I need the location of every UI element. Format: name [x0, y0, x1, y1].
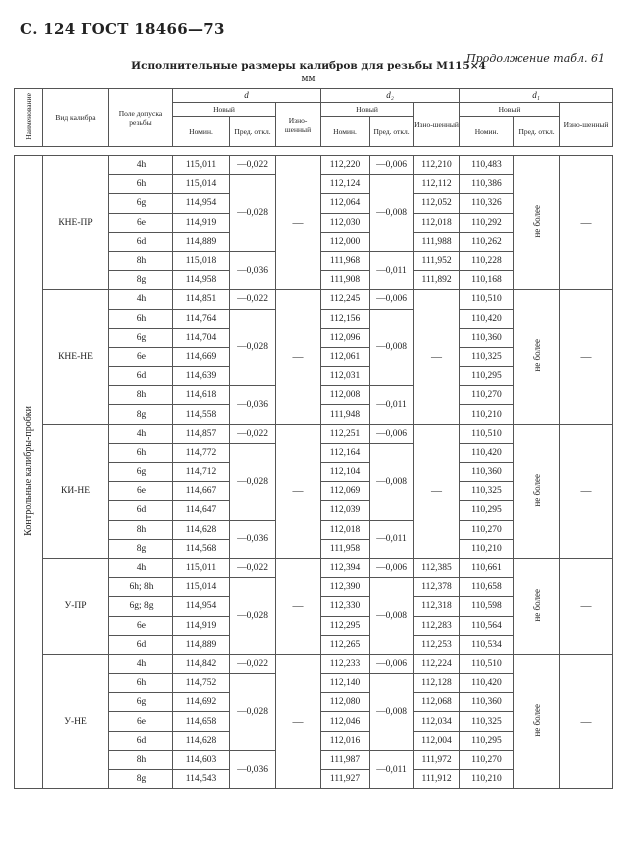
table-row: КИ-НЕ 4h 114,857 —0,022 — 112,251 —0,006 — 110,510 не более —: [15, 424, 613, 443]
table-row: 6g 114,712 112,104 110,360: [15, 463, 613, 482]
header-name: Наименование: [15, 89, 43, 147]
table-row: 6d 114,639 112,031 110,295: [15, 367, 613, 386]
gauge-kind: КНЕ-НЕ: [43, 290, 109, 424]
header-d1-worn: Изно-шенный: [560, 103, 613, 147]
table-row: 6d 114,628 112,016 112,004 110,295: [15, 731, 613, 750]
table-row: 6e 114,919 112,295 112,283 110,564: [15, 616, 613, 635]
gauge-kind: У-НЕ: [43, 654, 109, 788]
gauge-kind: КИ-НЕ: [43, 424, 109, 558]
table-row: 8g 114,543 111,927 111,912 110,210: [15, 770, 613, 789]
table-row: 6h; 8h 115,014 —0,028 112,390 —0,008 112,378 110,658: [15, 578, 613, 597]
table-row: 6g; 8g 114,954 112,330 112,318 110,598: [15, 597, 613, 616]
table-row: КНЕ-НЕ 4h 114,851 —0,022 — 112,245 —0,006 — 110,510 не более —: [15, 290, 613, 309]
table-row: 6d 114,889 112,265 112,253 110,534: [15, 635, 613, 654]
table-row: 6h 114,772 —0,028 112,164 —0,008 110,420: [15, 443, 613, 462]
table-row: У-ПР 4h 115,011 —0,022 — 112,394 —0,006 112,385 110,661 не более —: [15, 558, 613, 577]
header-d1: d₁: [460, 89, 613, 103]
table-row: 8h 114,628 —0,036 112,018 —0,011 110,270: [15, 520, 613, 539]
units-label: мм: [301, 74, 316, 84]
table-row: 6d 114,889 112,000 111,988 110,262: [15, 232, 613, 251]
not-more-label: не более: [514, 424, 560, 558]
header-d-worn: Изно-шенный: [276, 103, 321, 147]
table-continuation-note: Продолжение табл. 61: [466, 52, 605, 65]
group-label: Контрольные калибры-пробки: [15, 156, 43, 789]
header-d2-dev: Пред. откл.: [370, 117, 414, 147]
table-row: 6h 114,752 —0,028 112,140 —0,008 112,128 110,420: [15, 674, 613, 693]
table-row: 8h 115,018 —0,036 111,968 —0,011 111,952 110,228: [15, 251, 613, 270]
gauge-kind: КНЕ-ПР: [43, 156, 109, 290]
not-more-label: не более: [514, 156, 560, 290]
header-d1-new: Новый: [460, 103, 560, 117]
table-row: У-НЕ 4h 114,842 —0,022 — 112,233 —0,006 112,224 110,510 не более —: [15, 654, 613, 673]
table-row: 6d 114,647 112,039 110,295: [15, 501, 613, 520]
header-d-nom: Номин.: [173, 117, 230, 147]
gauge-kind: У-ПР: [43, 558, 109, 654]
table-row: 6e 114,658 112,046 112,034 110,325: [15, 712, 613, 731]
not-more-label: не более: [514, 558, 560, 654]
header-d-new: Новый: [173, 103, 276, 117]
table-row: 8g 114,958 111,908 111,892 110,168: [15, 271, 613, 290]
table-row: Контрольные калибры-пробки КНЕ-ПР 4h 115,011 —0,022 — 112,220 —0,006 112,210 110,483 не более —: [15, 156, 613, 175]
header-kind: Вид калибра: [43, 89, 109, 147]
table-row: 6g 114,704 112,096 110,360: [15, 328, 613, 347]
header-d2: d₂: [321, 89, 460, 103]
header-d2-worn: Изно-шенный: [414, 103, 460, 147]
table-row: 6g 114,692 112,080 112,068 110,360: [15, 693, 613, 712]
gauge-dimensions-table: [14, 88, 613, 789]
header-d2-nom: Номин.: [321, 117, 370, 147]
header-d1-nom: Номин.: [460, 117, 514, 147]
table-row: 6e 114,669 112,061 110,325: [15, 347, 613, 366]
table-row: 8g 114,568 111,958 110,210: [15, 539, 613, 558]
table-row: 6h 114,764 —0,028 112,156 —0,008 110,420: [15, 309, 613, 328]
header-d2-new: Новый: [321, 103, 414, 117]
header-tolerance-field: Поле допуска резьбы: [109, 89, 173, 147]
page-header: С. 124 ГОСТ 18466—73: [20, 20, 225, 38]
not-more-label: не более: [514, 290, 560, 424]
table-row: 8h 114,603 —0,036 111,987 —0,011 111,972 110,270: [15, 750, 613, 769]
table-row: 6e 114,667 112,069 110,325: [15, 482, 613, 501]
table-row: 8h 114,618 —0,036 112,008 —0,011 110,270: [15, 386, 613, 405]
header-d1-dev: Пред. откл.: [514, 117, 560, 147]
table-caption: Исполнительные размеры калибров для резьбы М115×4: [131, 60, 486, 72]
header-d: d: [173, 89, 321, 103]
table-row: 8g 114,558 111,948 110,210: [15, 405, 613, 424]
table-row: 6e 114,919 112,030 112,018 110,292: [15, 213, 613, 232]
table-row: 6g 114,954 112,064 112,052 110,326: [15, 194, 613, 213]
header-d-dev: Пред. откл.: [230, 117, 276, 147]
not-more-label: не более: [514, 654, 560, 788]
table-row: 6h 115,014 —0,028 112,124 —0,008 112,112 110,386: [15, 175, 613, 194]
